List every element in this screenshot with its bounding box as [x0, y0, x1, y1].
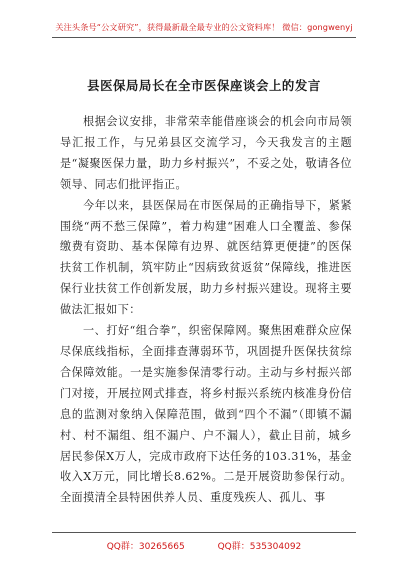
document-body — [60, 112, 352, 509]
paragraph-overview: 今年以来，县医保局在市医保局的正确指导下，紧紧围绕“两不愁三保障”，着力构建“困难人口全覆盖、参保缴费有资助、基本保障有边界、就医结算更便捷”的医保扶贫工作机制，筑牢防止“因病致贫返贫”保障线，推进医保行业扶贫工作创新发展，助力乡村振兴建设。现将主要做法汇报如下： — [60, 198, 352, 317]
footer-divider — [52, 532, 356, 533]
qq-group-1: QQ群：30265665 — [106, 542, 185, 552]
paragraph-intro: 根据会议安排，非常荣幸能借座谈会的机会向市局领导汇报工作，与兄弟县区交流学习，今天我发言的主题是“凝聚医保力量，助力乡村振兴”，不妥之处，敬请各位领导、同志们批评指正。 — [60, 115, 352, 191]
qq-group-2: QQ群：535304092 — [217, 542, 302, 552]
paragraph-point-one: 一、打好“组合拳”，织密保障网。聚焦困难群众应保尽保底线指标，全面排查薄弱环节，巩固提升医保扶贫综合保障效能。一是实施参保清零行动。主动与乡村振兴部门对接，开展拉网式排查，将乡村振兴系统内核准身份信息的监测对象纳入保障范围，做到“四个不漏”（即镇不漏村、村不漏组、组不漏户、户不漏人），截止目前，城乡居民参保X万人，完成市政府下达任务的103.31%，基金收入X万元，同比增长8.62%。二是开展资助参保行动。全面摸清全县特困供养人员、重度残疾人、孤儿、事 — [60, 324, 352, 505]
header-divider — [52, 37, 356, 38]
document-title: 县医保局局长在全市医保座谈会上的发言 — [87, 78, 321, 93]
promo-banner: 关注头条号“公文研究”，获得最新最全最专业的公文资料库！ 微信：gongwenyj — [55, 22, 353, 32]
footer — [0, 539, 408, 552]
